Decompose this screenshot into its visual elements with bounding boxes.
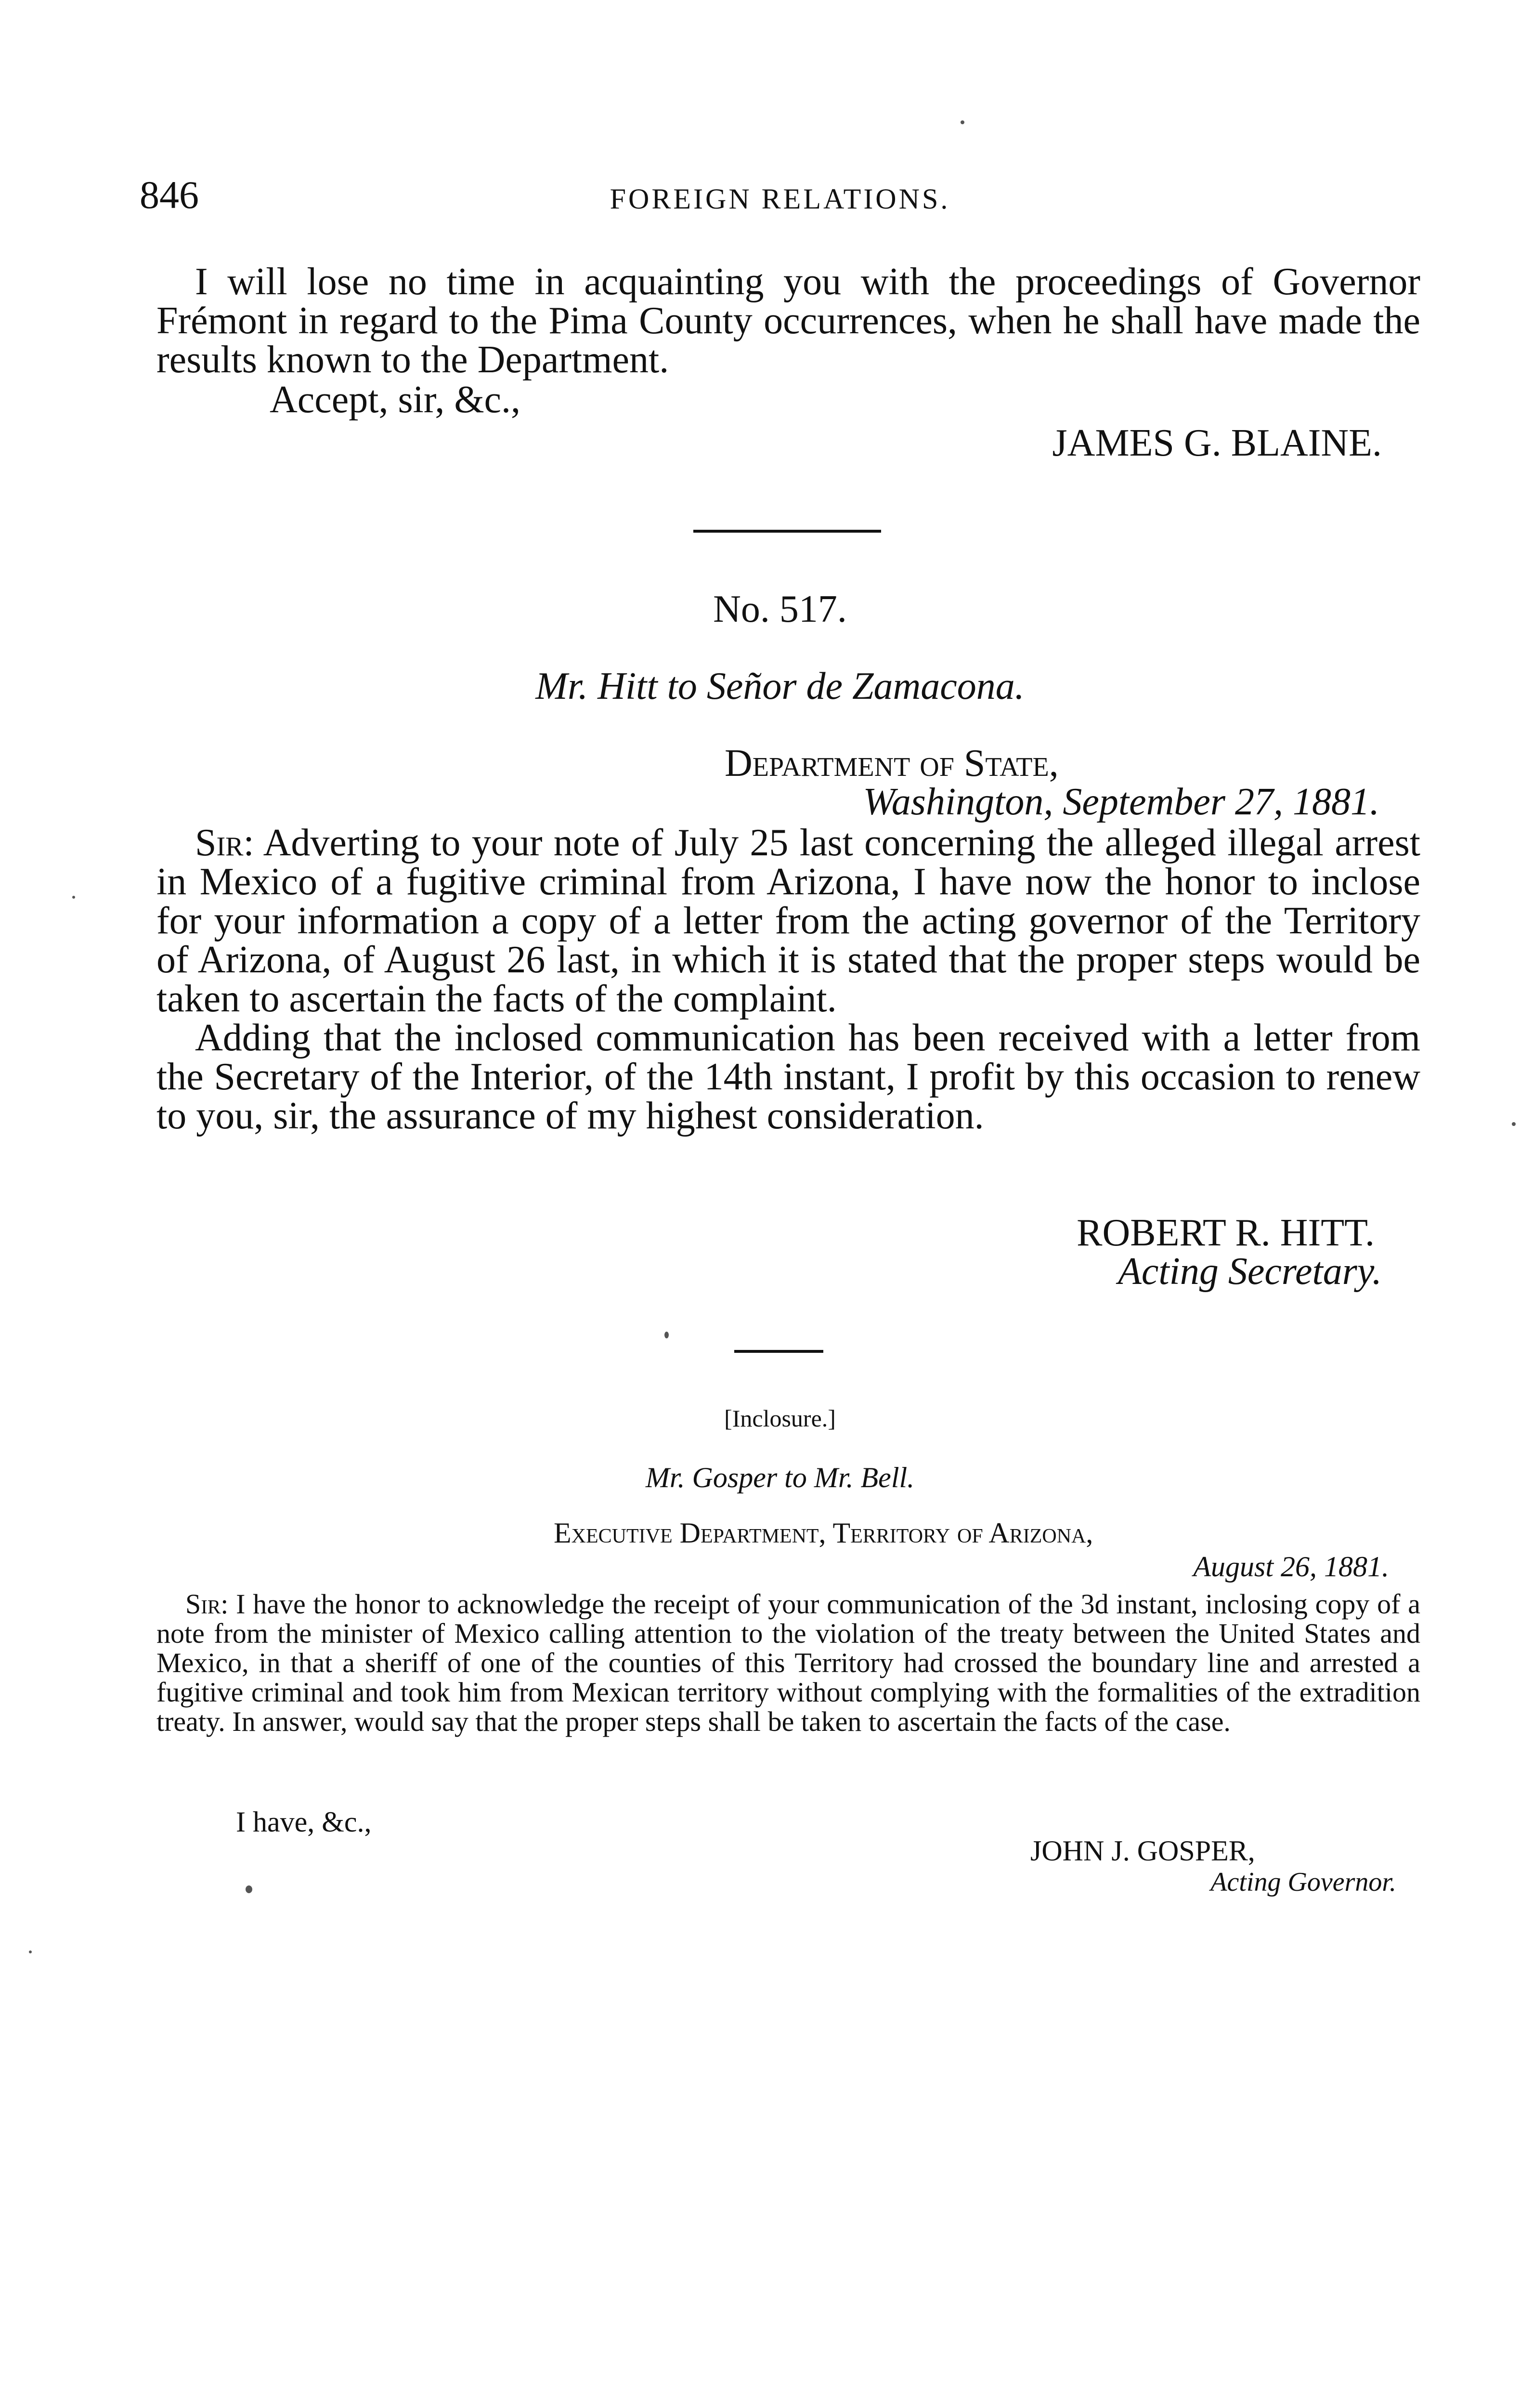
scan-speck xyxy=(1512,1122,1516,1126)
section-divider-1 xyxy=(693,530,881,533)
page-header xyxy=(140,171,1420,219)
letter1-closing: Accept, sir, &c., xyxy=(270,379,521,421)
scan-speck xyxy=(29,1950,32,1953)
scan-speck xyxy=(246,1885,252,1893)
inclosure-signature: JOHN J. GOSPER, xyxy=(1030,1835,1255,1867)
letter1-paragraph-block xyxy=(156,262,1420,380)
letter2-heading: Mr. Hitt to Señor de Zamacona. xyxy=(535,665,1025,707)
scan-speck xyxy=(72,896,75,899)
running-head: FOREIGN RELATIONS. xyxy=(610,183,950,215)
inclosure-body xyxy=(156,1589,1420,1736)
letter2-body xyxy=(156,824,1420,1136)
page-number: 846 xyxy=(140,173,199,217)
inclosure-paragraph xyxy=(156,1589,1420,1736)
inclosure-salutation: Sir: xyxy=(185,1588,229,1620)
letter2-paragraph-1-text: Adverting to your note of July 25 last concerning the alleged illegal arrest in Mexico of a fugitive criminal from Arizona, I have now the honor to inclose for your information a copy of a letter from the acting governor of the Territory of Arizona, of August 26 last, in which it is stated that the proper steps would be taken to ascertain the facts of the complaint. xyxy=(156,822,1420,1020)
inclosure-closing: I have, &c., xyxy=(236,1806,372,1838)
letter1-signature: JAMES G. BLAINE. xyxy=(1052,422,1382,464)
letter1-paragraph: I will lose no time in acquainting you with the proceedings of Governor Frémont in regard to the Pima County occurrences, when he shall have made the results known to the Department. xyxy=(156,261,1420,381)
letter2-paragraph-2: Adding that the inclosed communication has been received with a letter from the Secretary of the Interior, of the 14th instant, I profit by this occasion to renew to you, sir, the assurance of my highest consideration. xyxy=(156,1017,1420,1137)
letter2-signature-title: Acting Secretary. xyxy=(1118,1250,1382,1293)
inclosure-label: [Inclosure.] xyxy=(724,1405,836,1432)
letter2-dateline: Washington, September 27, 1881. xyxy=(863,781,1379,823)
inclosure-place: Executive Department, Territory of Arizona, xyxy=(554,1517,1093,1549)
section-divider-2 xyxy=(734,1350,823,1353)
letter2-signature: ROBERT R. HITT. xyxy=(1077,1212,1375,1254)
inclosure-heading: Mr. Gosper to Mr. Bell. xyxy=(645,1462,915,1493)
inclosure-signature-title: Acting Governor. xyxy=(1210,1867,1396,1897)
scan-speck xyxy=(664,1332,669,1338)
scan-speck xyxy=(961,120,964,124)
letter2-number: No. 517. xyxy=(713,588,847,630)
letter2-paragraph-1 xyxy=(156,824,1420,1019)
inclosure-paragraph-text: I have the honor to acknowledge the receipt of your communication of the 3d instant, inclosing copy of a note from the minister of Mexico calling attention to the violation of the treaty between the United States and Mexico, in that a sheriff of one of the counties of this Territory had crossed the boundary line and arrested a fugitive criminal and took him from Mexican territory without complying with the formalities of the extradition treaty. In answer, would say that the proper steps shall be taken to ascertain the facts of the case. xyxy=(156,1588,1421,1737)
inclosure-date: August 26, 1881. xyxy=(1193,1551,1389,1583)
letter2-salutation: Sir: xyxy=(195,822,254,864)
letter2-place: Department of State, xyxy=(725,742,1059,785)
